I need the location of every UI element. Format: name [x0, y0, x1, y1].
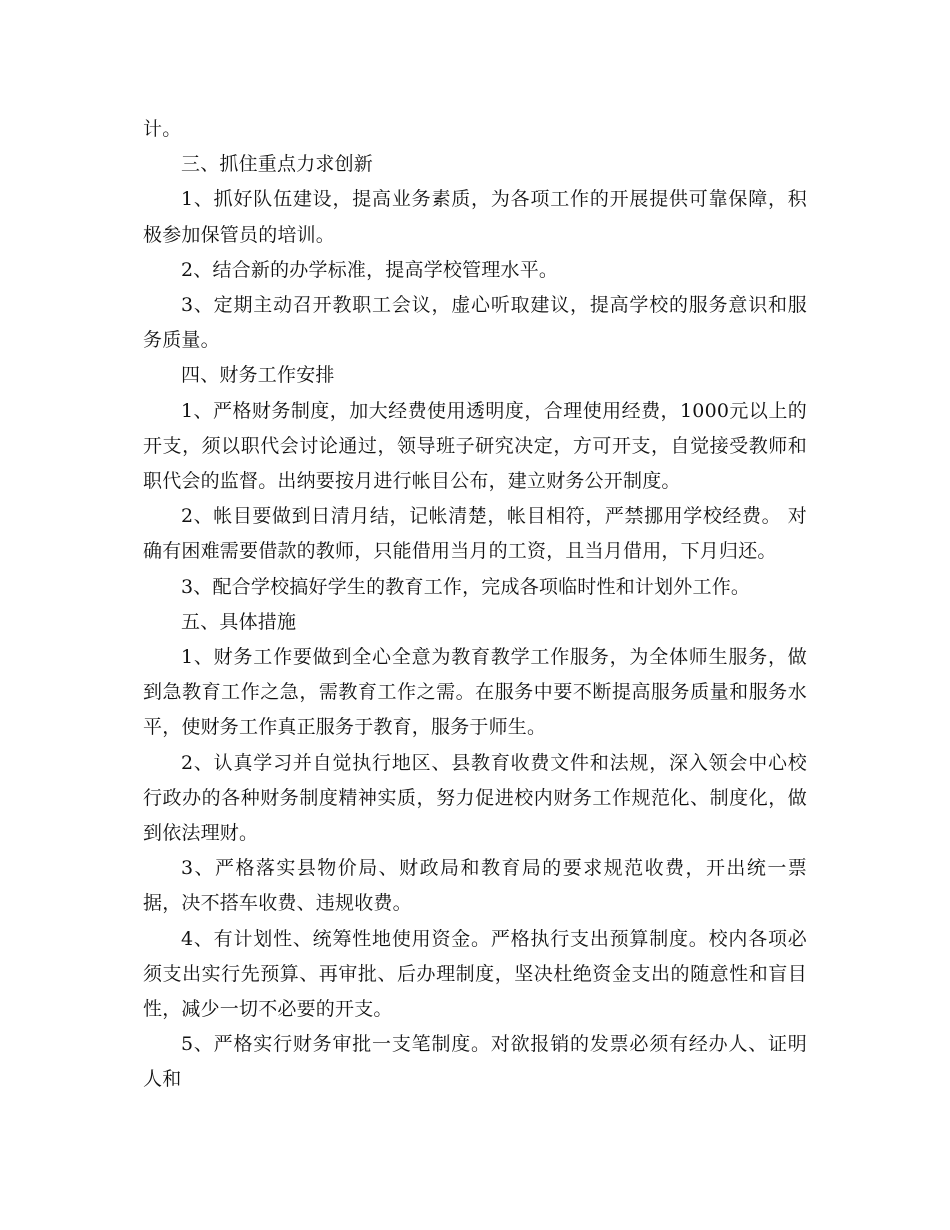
paragraph: 2、结合新的办学标准，提高学校管理水平。	[181, 258, 559, 281]
paragraph: 2、帐目要做到日清月结，记帐清楚，帐目相符，严禁挪用学校经费。 对确有困难需要借款的教师，只能借用当月的工资，且当月借用，下月归还。	[143, 505, 807, 563]
paragraph: 1、抓好队伍建设，提高业务素质，为各项工作的开展提供可靠保障，积极参加保管员的培训。	[143, 188, 807, 246]
document-body	[143, 112, 807, 1098]
paragraph: 1、财务工作要做到全心全意为教育教学工作服务，为全体师生服务，做到急教育工作之急，需教育工作之需。在服务中要不断提高服务质量和服务水平，使财务工作真正服务于教育，服务于师生。	[143, 646, 807, 739]
paragraph: 2、认真学习并自觉执行地区、县教育收费文件和法规，深入领会中心校行政办的各种财务制度精神实质，努力促进校内财务工作规范化、制度化，做到依法理财。	[143, 751, 807, 845]
section-heading-4: 四、财务工作安排	[181, 364, 335, 387]
paragraph: 3、配合学校搞好学生的教育工作，完成各项临时性和计划外工作。	[181, 575, 751, 598]
section-heading-5: 五、具体措施	[181, 610, 297, 633]
paragraph: 4、有计划性、统筹性地使用资金。严格执行支出预算制度。校内各项必须支出实行先预算、再审批、后办理制度，坚决杜绝资金支出的随意性和盲目性，减少一切不必要的开支。	[143, 927, 807, 1021]
paragraph: 3、严格落实县物价局、财政局和教育局的要求规范收费，开出统一票据，决不搭车收费、违规收费。	[143, 857, 807, 915]
section-heading-3: 三、抓住重点力求创新	[181, 153, 374, 176]
paragraph: 5、严格实行财务审批一支笔制度。对欲报销的发票必须有经办人、证明人和	[143, 1033, 807, 1091]
paragraph-continuation: 计。	[143, 118, 182, 140]
paragraph: 3、定期主动召开教职工会议，虚心听取建议，提高学校的服务意识和服务质量。	[143, 294, 807, 352]
paragraph: 1、严格财务制度，加大经费使用透明度，合理使用经费，1000元以上的开支，须以职代会讨论通过，领导班子研究决定，方可开支，自觉接受教师和职代会的监督。出纳要按月进行帐目公布，建立财务公开制度。	[143, 399, 807, 493]
